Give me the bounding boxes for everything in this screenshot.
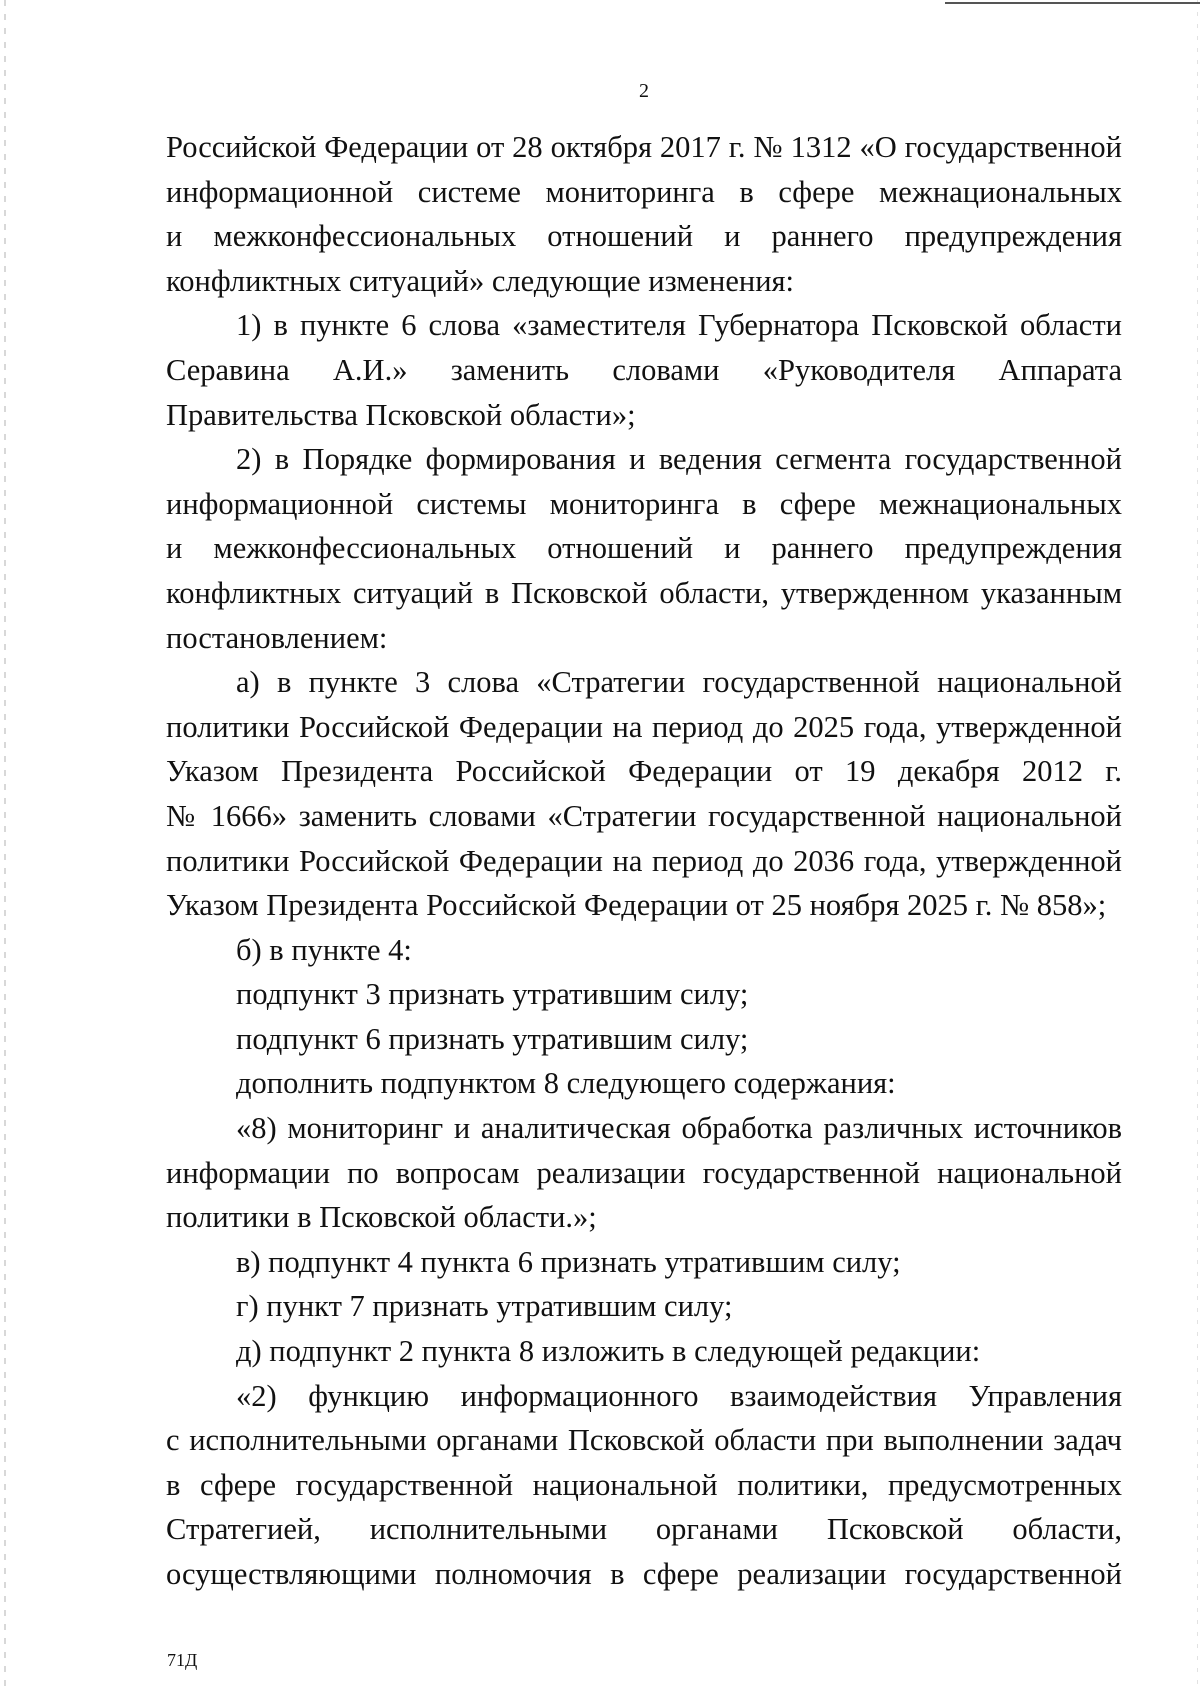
page-number: 2 — [639, 80, 649, 102]
text-line: политики Российской Федерации на период до 2025 года, утвержденной — [166, 709, 1122, 744]
text-line: б) в пункте 4: — [236, 932, 412, 967]
scan-edge-left — [4, 0, 6, 1686]
footer-code: 71Д — [167, 1650, 198, 1670]
text-line: Российской Федерации от 28 октября 2017 г. № 1312 «О государственной — [166, 130, 1122, 164]
text-line: конфликтных ситуаций в Псковской области, утвержденном указанным — [166, 575, 1122, 610]
text-line: в) подпункт 4 пункта 6 признать утратившим силу; — [236, 1244, 901, 1279]
text-line: г) пункт 7 признать утратившим силу; — [236, 1289, 733, 1324]
text-line: а) в пункте 3 слова «Стратегии государственной национальной — [236, 665, 1122, 700]
text-line: подпункт 6 признать утратившим силу; — [236, 1021, 749, 1056]
text-line: и межконфессиональных отношений и раннего предупреждения — [166, 219, 1122, 254]
text-line: информационной системы мониторинга в сфере межнациональных — [166, 486, 1122, 521]
text-line: и межконфессиональных отношений и раннего предупреждения — [166, 531, 1122, 566]
text-line: осуществляющими полномочия в сфере реализации государственной — [166, 1557, 1122, 1591]
text-line: конфликтных ситуаций» следующие изменения: — [166, 263, 795, 298]
document-body — [166, 125, 1122, 1597]
scan-edge-right — [1197, 0, 1198, 1686]
text-line: в сфере государственной национальной политики, предусмотренных — [166, 1467, 1122, 1502]
text-line: № 1666» заменить словами «Стратегии государственной национальной — [166, 798, 1122, 833]
text-line: Указом Президента Российской Федерации от 19 декабря 2012 г. — [166, 754, 1122, 789]
text-line: Серавина А.И.» заменить словами «Руководителя Аппарата — [166, 352, 1122, 387]
text-line: «2) функцию информационного взаимодействия Управления — [236, 1378, 1122, 1413]
text-line: 1) в пункте 6 слова «заместителя Губернатора Псковской области — [236, 308, 1122, 343]
text-line: д) подпункт 2 пункта 8 изложить в следующей редакции: — [236, 1334, 981, 1369]
text-line: Стратегией, исполнительными органами Псковской области, — [166, 1512, 1122, 1547]
text-line: политики Российской Федерации на период до 2036 года, утвержденной — [166, 843, 1122, 878]
text-line: постановлением: — [166, 620, 388, 655]
top-rule — [945, 2, 1200, 4]
text-line: Правительства Псковской области»; — [166, 397, 636, 432]
text-line: информации по вопросам реализации государственной национальной — [166, 1155, 1122, 1190]
text-line: дополнить подпунктом 8 следующего содержания: — [236, 1066, 896, 1101]
text-line: «8) мониторинг и аналитическая обработка различных источников — [236, 1111, 1122, 1146]
text-line: политики в Псковской области.»; — [166, 1200, 597, 1235]
text-line: 2) в Порядке формирования и ведения сегмента государственной — [236, 442, 1122, 477]
text-line: информационной системе мониторинга в сфере межнациональных — [166, 174, 1122, 209]
text-line: Указом Президента Российской Федерации от 25 ноября 2025 г. № 858»; — [166, 888, 1107, 923]
text-line: с исполнительными органами Псковской области при выполнении задач — [166, 1423, 1122, 1458]
text-line: подпункт 3 признать утратившим силу; — [236, 977, 749, 1012]
